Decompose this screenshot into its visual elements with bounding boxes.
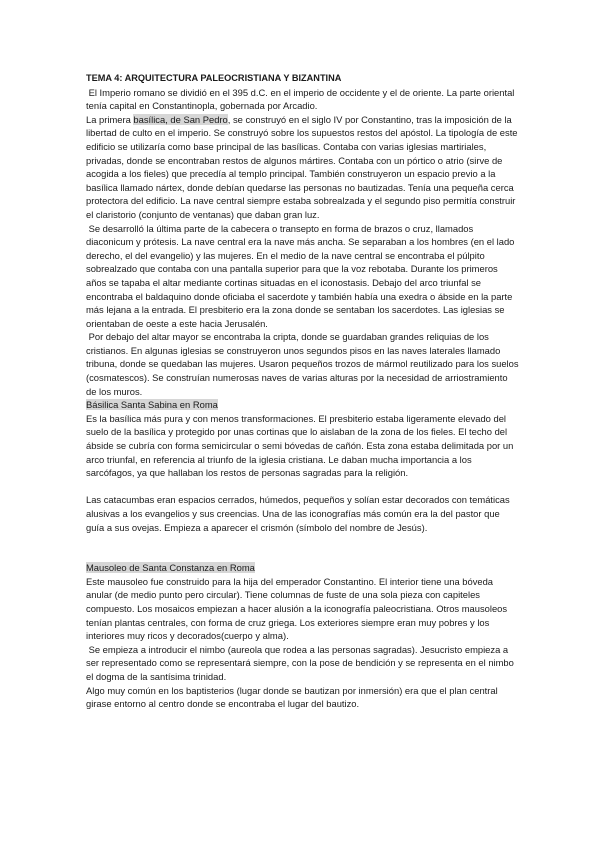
catacumbas-paragraph: Las catacumbas eran espacios cerrados, húmedos, pequeños y solían estar decorados con temáticas alusivas a los evangelios y sus creencias. Una de las iconografías más común era la del pastor que guía a sus ovejas. Empieza a aparecer el crismón (símbolo del nombre de Jesús). [86, 494, 513, 533]
cabecera-paragraph: Se desarrolló la última parte de la cabecera o transepto en forma de brazos o cruz, llamados diaconicum y prótesis. La nave central era la nave más ancha. Se separaban a los hombres (en el lado derecho, el del evangelio) y las mujeres. En el medio de la nave central se encontraba el púlpito sobrealzado que contaba con una pantalla superior para que la voz rebotaba. Durante los primeros años se tapaba el altar mediante cortinas situadas en el iconostasis. Debajo del arco triunfal se encontraba el baldaquino donde oficiaba el sacerdote y también había una exedra o ábside en la parte más lejana a la entrada. El presbiterio era la zona donde se sentaban los sacerdotes. Las iglesias se orientaban de oeste a este hacia Jerusalén. [86, 222, 517, 329]
baptisterios-paragraph: Algo muy común en los baptisterios (lugar donde se bautizan por inmersión) era que el plan central girase entorno al centro donde se encontraba el lugar del bautizo. [86, 684, 501, 710]
section-heading-santa-sabina [86, 398, 520, 412]
basilica-rest: , se construyó en el siglo IV por Constantino, tras la imposición de la libertad de culto en el imperio. Se construyó sobre los supuestos restos del apóstol. La tipología de este edificio se utilizaría como base principal de las basílicas. Contaba con varias iglesias martiriales, privadas, donde se encontraban restos de algunos mártires. Contaba con un pórtico o atrio (sirve de acogida a los fieles) que precedía al templo principal. También construyeron un espacio previo a la basílica llamado nártex, donde debían quedarse las personas no bautizadas. Tenía una pequeña cerca protectora del edificio. La nave central siempre estaba sobrealzada y el segundo piso permitía construir el claristorio (conjunto de ventanas) que daban gran luz. [86, 113, 521, 220]
santa-sabina-paragraph: Es la basílica más pura y con menos transformaciones. El presbiterio estaba ligeramente elevado del suelo de la basílica y protegido por unas cortinas que lo aislaban de la zona de los fieles. El techo del ábside se cubría con forma semicircular o semi bóvedas de cañón. Esta zona estaba delimitada por un arco triunfal, en referencia al triunfo de la iglesia cristiana. Le daban mucha importancia a los sarcófagos, ya que hallaban los restos de personas sagradas para la religión. [86, 412, 516, 479]
section-heading-santa-sabina-text: Básilica Santa Sabina en Roma [86, 399, 218, 411]
cripta-paragraph: Por debajo del altar mayor se encontraba la cripta, donde se guardaban grandes reliquias de los cristianos. En algunas iglesias se construyeron unos segundos pisos en las naves laterales llamado tribuna, donde se quedaban las mujeres. Usaron pequeños trozos de mármol reutilizado para los suelos (cosmatescos). Se construían numerosas naves de varias alturas por la necesidad de arriostramiento de los muros. [86, 331, 522, 397]
basilica-highlight: basílica, de San Pedro [133, 113, 228, 125]
nimbo-paragraph: Se empieza a introducir el nimbo (aureola que rodea a las personas sagradas). Jesucristo empieza a ser representado como se representará siempre, con la pose de bendición y se representa en el nimbo el dogma de la santísima trinidad. [86, 643, 517, 682]
document-page [86, 72, 520, 711]
section-heading-santa-constanza-text: Mausoleo de Santa Constanza en Roma [86, 562, 255, 574]
basilica-paragraph [86, 113, 520, 222]
document-title: TEMA 4: ARQUITECTURA PALEOCRISTIANA Y BIZANTINA [86, 73, 342, 83]
spacer [86, 480, 520, 494]
basilica-prefix: La primera [86, 113, 134, 125]
intro-paragraph: El Imperio romano se dividió en el 395 d.C. en el imperio de occidente y el de oriente. La parte oriental tenía capital en Constantinopla, gobernada por Arcadio. [86, 86, 517, 112]
section-heading-santa-constanza [86, 561, 520, 575]
spacer [86, 534, 520, 561]
santa-constanza-paragraph: Este mausoleo fue construido para la hija del emperador Constantino. El interior tiene una bóveda anular (de medio punto pero circular). Tiene columnas de fuste de una sola pieza con capiteles compuesto. Los mosaicos empiezan a hacer alusión a la iconografía paleocristiana. Otros mausoleos tenían plantas centrales, con forma de cruz griega. Los exteriores siempre eran muy pobres y los interiores muy ricos y decorados(cuerpo y alma). [86, 575, 510, 642]
